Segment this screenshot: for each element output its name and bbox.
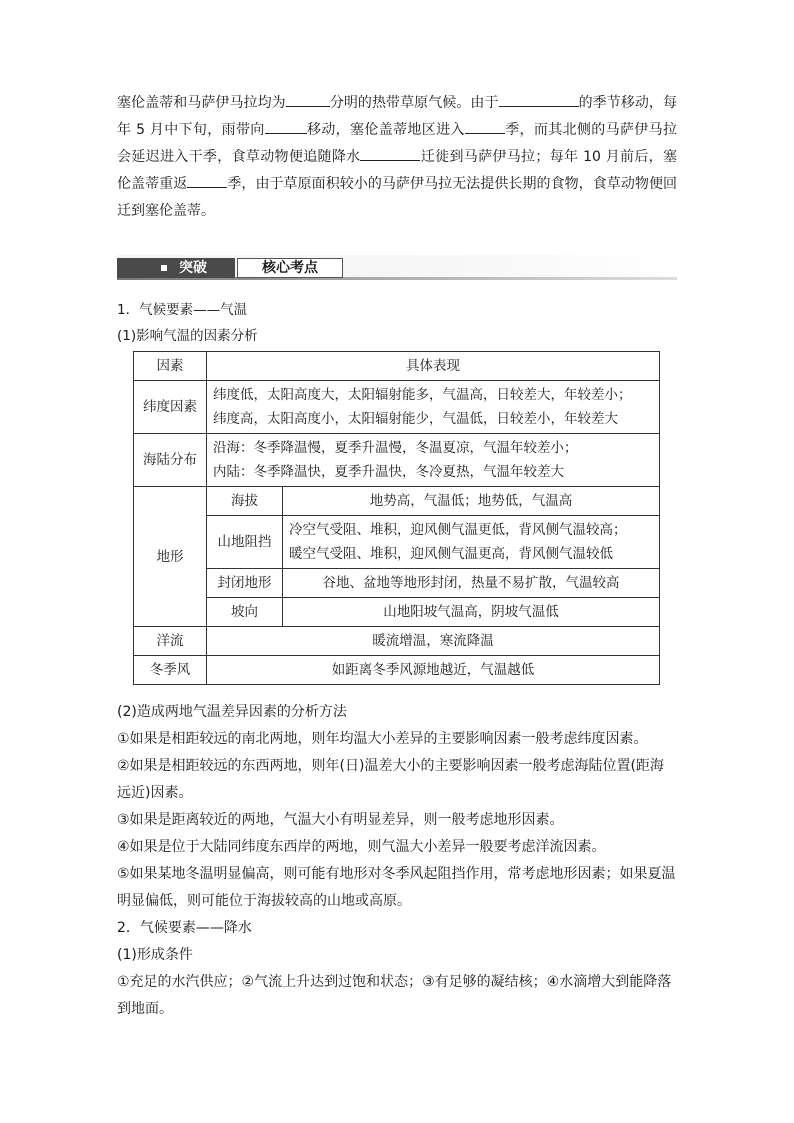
cell-mountain-block: [283, 516, 660, 569]
table-row: [134, 434, 660, 487]
fill-blank-2[interactable]: [499, 92, 579, 107]
heading-precipitation: 2．气候要素——降水: [117, 920, 252, 936]
list-item: ⑤如果某地冬温明显偏高，则可能有地形对冬季风起阻挡作用，常考虑地形因素；如果夏温明显偏低，则可能位于海拔较高的山地或高原。: [117, 866, 676, 909]
cell-slope: 山地阳坡气温高，阴坡气温低: [283, 598, 660, 627]
cell-land-sea: [207, 434, 660, 487]
section-tag-label: 突破: [179, 260, 207, 276]
table-row: [134, 656, 660, 685]
intro-paragraph: [117, 90, 677, 225]
heading-temperature: 1．气候要素——气温: [117, 302, 248, 318]
sub-label-mountain-block: 山地阻挡: [207, 516, 283, 569]
fill-blank-3[interactable]: [265, 119, 307, 134]
table-row: [134, 627, 660, 656]
sub-label-altitude: 海拔: [207, 487, 283, 516]
square-bullet-icon: [161, 265, 167, 271]
row-label-ocean-current: 洋流: [134, 627, 207, 656]
list-item: ④如果是位于大陆同纬度东西岸的两地，则气温大小差异一般要考虑洋流因素。: [117, 839, 606, 855]
table-row: [134, 516, 660, 569]
cell-line: 冷空气受阻、堆积，迎风侧气温更低，背风侧气温较高；: [289, 522, 627, 538]
subheading-formation-conditions: (1)形成条件: [117, 947, 193, 963]
intro-text-6: 迁徙到马萨伊马拉；每年 10 月前后，塞伦盖蒂重返: [117, 149, 678, 192]
cell-line: 纬度低，太阳高度大，太阳辐射能多，气温高，日较差大，年较差小；: [213, 387, 632, 403]
intro-text-3: 的季节移动，每年 5 月中下旬，雨带向: [117, 95, 677, 138]
subheading-factor-analysis: (1)影响气温的因素分析: [117, 328, 258, 344]
subheading-analysis-method: (2)造成两地气温差异因素的分析方法: [117, 704, 347, 720]
page-content: [117, 90, 677, 1023]
table-row: [134, 569, 660, 598]
sub-label-closed-terrain: 封闭地形: [207, 569, 283, 598]
section-header: [117, 255, 677, 279]
table-row: [134, 487, 660, 516]
list-item: ①充足的水汽供应；②气流上升达到过饱和状态；③有足够的凝结核；④水滴增大到能降落到地面。: [117, 974, 672, 1017]
analysis-method-list: [117, 699, 677, 1023]
table-row: [134, 352, 660, 381]
row-label-latitude: 纬度因素: [134, 381, 207, 434]
fill-blank-1[interactable]: [286, 92, 330, 107]
intro-text-5: 季，而其北侧的马萨伊马拉会延迟进入干季，食草动物便追随降水: [117, 122, 678, 165]
table-row: [134, 598, 660, 627]
cell-line: 沿海：冬季降温慢，夏季升温慢，冬温夏凉，气温年较差小；: [213, 440, 578, 456]
fill-blank-6[interactable]: [187, 173, 227, 188]
row-label-land-sea: 海陆分布: [134, 434, 207, 487]
intro-text-2: 分明的热带草原气候。由于: [329, 95, 499, 111]
cell-altitude: 地势高，气温低；地势低，气温高: [283, 487, 660, 516]
list-item: ①如果是相距较远的南北两地，则年均温大小差异的主要影响因素一般考虑纬度因素。: [117, 731, 648, 747]
sub-label-slope: 坡向: [207, 598, 283, 627]
section-tag-breakthrough: [117, 258, 235, 278]
list-item: ③如果是距离较近的两地，气温大小有明显差异，则一般考虑地形因素。: [117, 812, 564, 828]
cell-closed-terrain: 谷地、盆地等地形封闭，热量不易扩散，气温较高: [283, 569, 660, 598]
row-label-winter-monsoon: 冬季风: [134, 656, 207, 685]
cell-winter-monsoon: 如距离冬季风源地越近，气温越低: [207, 656, 660, 685]
cell-line: 内陆：冬季降温快，夏季升温快，冬冷夏热，气温年较差大: [213, 464, 564, 480]
cell-line: 暖空气受阻、堆积，迎风侧气温更高，背风侧气温较低: [289, 546, 613, 562]
table-row: [134, 381, 660, 434]
intro-text-7: 季，由于草原面积较小的马萨伊马拉无法提供长期的食物，食草动物便回迁到塞伦盖蒂。: [117, 176, 678, 219]
list-item: ②如果是相距较远的东西两地，则年(日)温差大小的主要影响因素一般考虑海陆位置(距海远近)因素。: [117, 758, 664, 801]
cell-latitude: [207, 381, 660, 434]
table-header-factor: 因素: [134, 352, 207, 381]
cell-line: 纬度高，太阳高度小，太阳辐射能少，气温低，日较差小，年较差大: [213, 411, 618, 427]
row-label-terrain: 地形: [134, 487, 207, 627]
intro-text-4: 移动，塞伦盖蒂地区进入: [306, 122, 465, 138]
fill-blank-4[interactable]: [465, 119, 505, 134]
section-tag-core-points: 核心考点: [237, 258, 343, 278]
cell-ocean-current: 暖流增温，寒流降温: [207, 627, 660, 656]
table-header-detail: 具体表现: [207, 352, 660, 381]
temperature-factors-table: [133, 351, 660, 685]
fill-blank-5[interactable]: [360, 146, 420, 161]
intro-text-1: 塞伦盖蒂和马萨伊马拉均为: [117, 95, 286, 111]
